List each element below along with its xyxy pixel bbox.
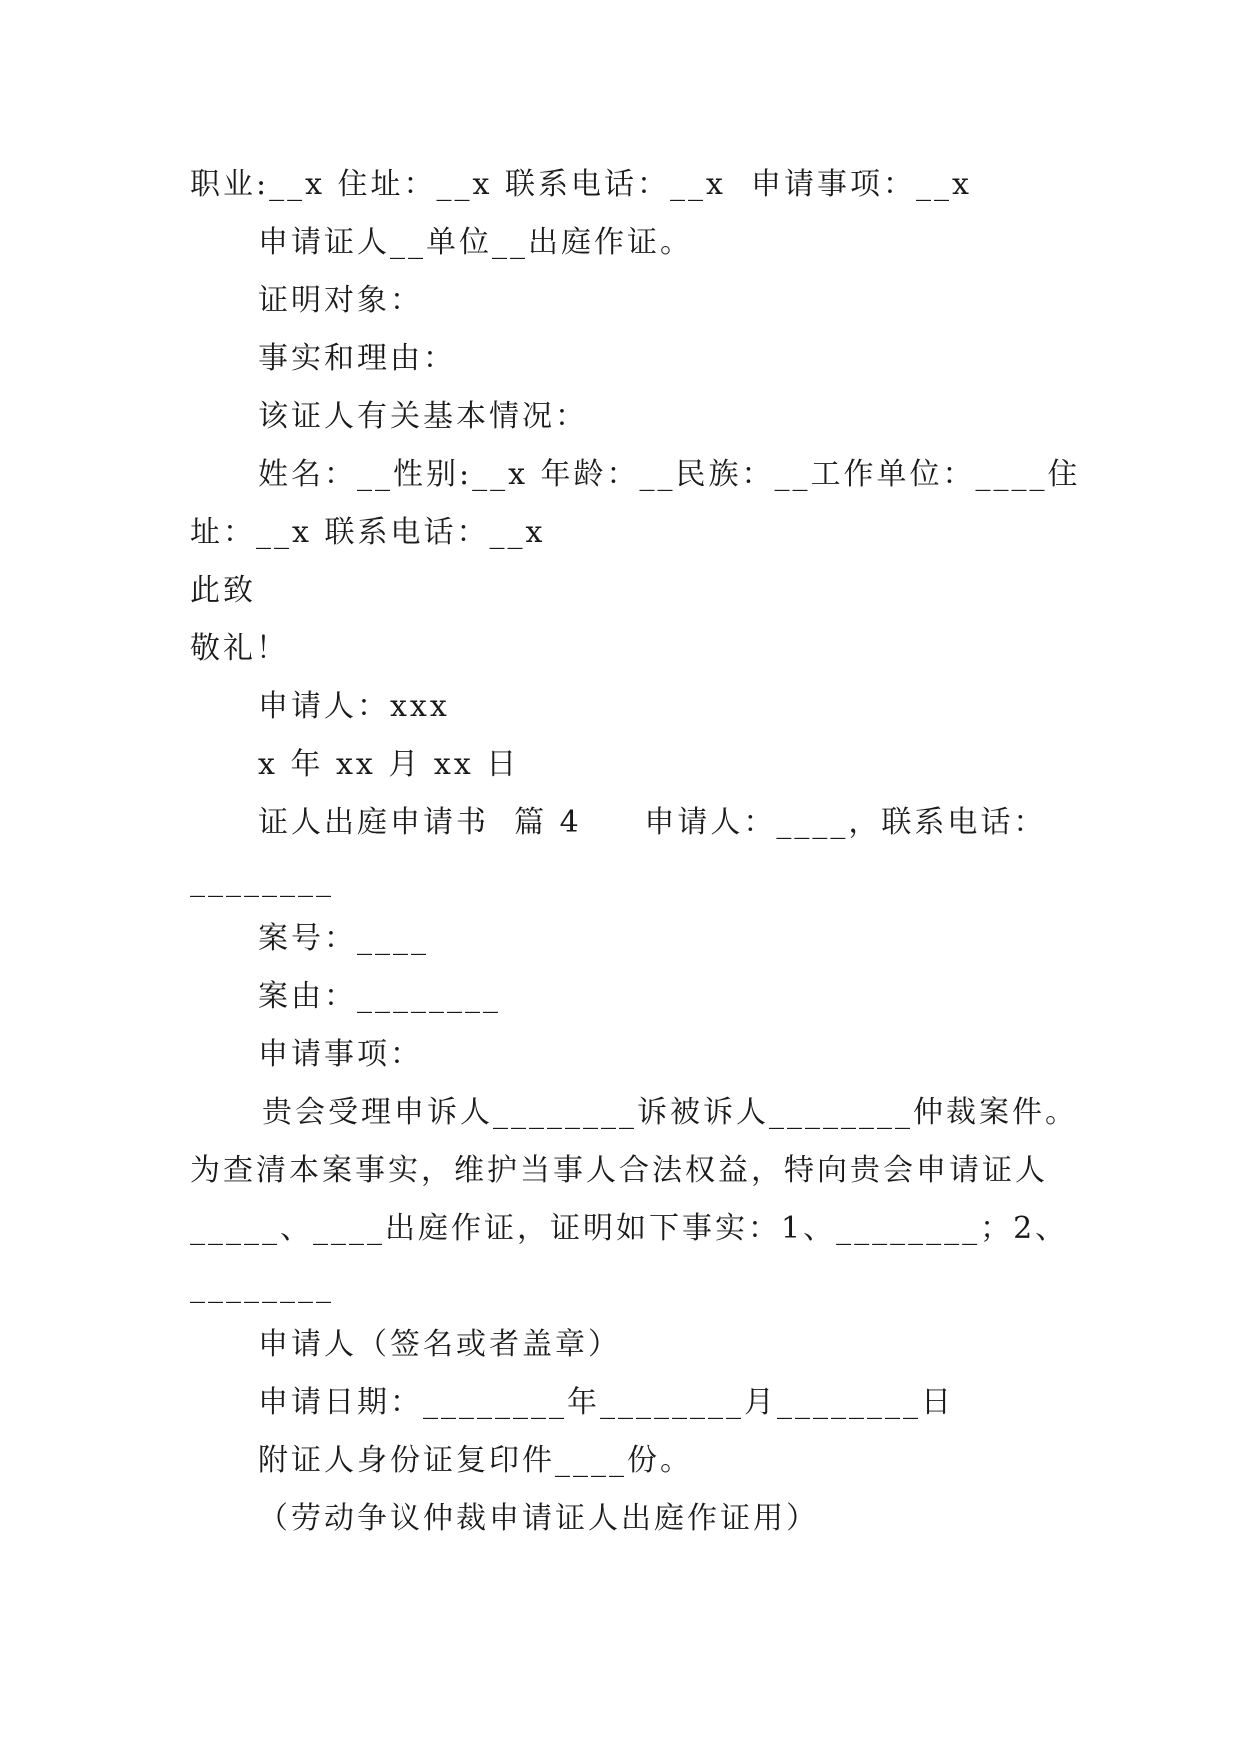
text-line: 贵会受理申诉人________诉被诉人________仲裁案件。 bbox=[262, 1095, 1078, 1130]
text-line: 申请证人__单位__出庭作证。 bbox=[258, 225, 693, 260]
text-line: 该证人有关基本情况： bbox=[258, 399, 588, 434]
text-line: 敬礼！ bbox=[190, 631, 289, 666]
text-line: 案号：____ bbox=[258, 921, 429, 956]
text-line: 证明对象： bbox=[258, 283, 423, 318]
text-line: 申请日期：________年________月________日 bbox=[258, 1385, 954, 1420]
text-line: 为查清本案事实，维护当事人合法权益，特向贵会申请证人 bbox=[190, 1153, 1048, 1188]
text-line: 申请人（签名或者盖章） bbox=[258, 1327, 621, 1362]
text-line: （劳动争议仲裁申请证人出庭作证用） bbox=[258, 1501, 819, 1536]
text-line: 此致 bbox=[190, 573, 256, 608]
text-line: 姓名：__性别:__x 年龄：__民族：__工作单位：____住 bbox=[258, 457, 1081, 492]
text-line: x 年 xx 月 xx 日 bbox=[258, 747, 520, 782]
text-line: 职业:__x 住址：__x 联系电话：__x 申请事项：__x bbox=[190, 167, 972, 202]
text-line: ________ bbox=[190, 1269, 334, 1304]
text-line: 证人出庭申请书 篇 4 申请人：____，联系电话： bbox=[258, 805, 1047, 840]
text-line: ________ bbox=[190, 863, 334, 898]
text-line: _____、____出庭作证，证明如下事实：1、________；2、 bbox=[190, 1211, 1069, 1246]
text-line: 申请人：xxx bbox=[258, 689, 450, 724]
text-line: 申请事项： bbox=[258, 1037, 423, 1072]
text-line: 附证人身份证复印件____份。 bbox=[258, 1443, 693, 1478]
text-line: 案由：________ bbox=[258, 979, 501, 1014]
text-line: 事实和理由： bbox=[258, 341, 456, 376]
text-line: 址：__x 联系电话：__x bbox=[190, 515, 546, 550]
